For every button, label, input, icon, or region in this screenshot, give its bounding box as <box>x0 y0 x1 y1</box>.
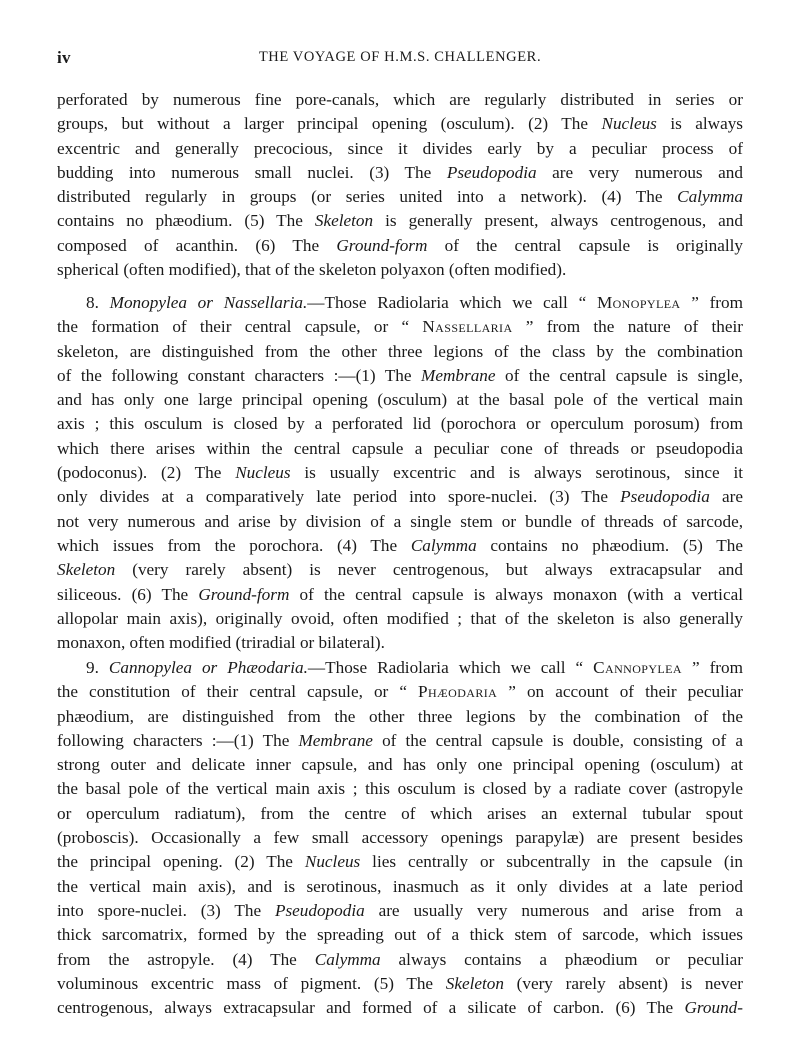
text-line <box>57 137 743 161</box>
text-line <box>57 802 743 826</box>
text-run: the vertical main axis), and is serotinous, inasmuch as it only divides at a late period <box>57 876 743 896</box>
text-line <box>57 972 743 996</box>
text-line <box>57 437 743 461</box>
text-run: is always <box>656 114 743 134</box>
text-run: skeleton, are distinguished from the other three legions of the class by the combination <box>57 341 743 361</box>
text-run: is generally present, always centrogenous, and <box>373 211 743 231</box>
italic-term: Monopylea or Nassellaria. <box>109 293 308 312</box>
small-caps-term: Nassellaria <box>422 317 513 337</box>
text-line <box>57 364 743 388</box>
text-run: monaxon, often modified (triradial or bilateral). <box>57 633 385 653</box>
text-line <box>57 185 743 209</box>
text-line <box>57 340 743 364</box>
text-run: budding into numerous small nuclei. (3) The <box>57 162 447 182</box>
text-line <box>57 899 743 923</box>
text-line <box>57 680 743 704</box>
text-run: axis ; this osculum is closed by a perforated lid (porochora or operculum porosum) from <box>57 414 743 434</box>
text-line <box>57 534 743 558</box>
italic-term: Calymma <box>314 949 381 969</box>
text-line <box>57 607 743 631</box>
text-run: (very rarely absent) is never centrogenous, but always extracapsular and <box>115 560 743 580</box>
text-run: only divides at a comparatively late period into spore-nuclei. (3) The <box>57 487 621 507</box>
text-line <box>57 583 743 607</box>
text-line <box>57 234 743 258</box>
text-line <box>57 777 743 801</box>
italic-term: Calymma <box>410 535 477 555</box>
text-run: of the central capsule is always monaxon (with a vertical <box>289 584 743 604</box>
page-number: iv <box>57 48 71 67</box>
small-caps-term: Phæodaria <box>418 682 498 702</box>
text-run: phæodium, are distinguished from the other three legions by the combination of the <box>57 706 743 726</box>
text-run: contains no phæodium. (5) The <box>476 535 743 555</box>
text-line <box>57 558 743 582</box>
italic-term: Pseudopodia <box>274 900 365 920</box>
text-run: is usually excentric and is always serotinous, since it <box>290 463 743 483</box>
text-run: groups, but without a larger principal opening (osculum). (2) The <box>57 114 602 134</box>
text-line <box>57 705 743 729</box>
italic-term: Pseudopodia <box>620 487 710 507</box>
running-head <box>57 48 743 72</box>
text-run: which issues from the porochora. (4) The <box>57 535 411 555</box>
italic-term: Nucleus <box>235 463 291 483</box>
text-line <box>57 412 743 436</box>
text-run: lies centrally or subcentrally in the capsule (in <box>360 852 743 872</box>
small-caps-term: Monopylea <box>596 293 681 312</box>
text-line <box>57 948 743 972</box>
text-run: following characters :—(1) The <box>57 730 299 750</box>
text-run: (very rarely absent) is never <box>503 973 743 993</box>
text-run: of the central capsule is originally <box>427 235 743 255</box>
italic-term: Cannopylea or Phæodaria. <box>108 658 308 677</box>
text-run: (podoconus). (2) The <box>57 463 236 483</box>
text-line <box>57 291 743 315</box>
text-run: —Those Radiolaria which we call “ <box>307 658 594 677</box>
text-run: —Those Radiolaria which we call “ <box>307 293 597 312</box>
text-run: from the astropyle. (4) The <box>57 949 315 969</box>
text-run: or operculum radiatum), from the centre of which arises an external tubular spout <box>57 803 743 823</box>
text-run: ” from the nature of their <box>512 317 744 337</box>
text-run: of the following constant characters :—(1) The <box>57 365 422 385</box>
text-run: ” on account of their peculiar <box>497 682 744 702</box>
italic-term: Skeleton <box>57 560 116 580</box>
paragraph-monopylea-nassellaria <box>57 291 743 655</box>
text-line <box>57 461 743 485</box>
text-run: the principal opening. (2) The <box>57 852 305 872</box>
text-run: the constitution of their central capsule, or “ <box>57 682 419 702</box>
text-run: into spore-nuclei. (3) The <box>57 900 275 920</box>
text-run: are <box>709 487 744 507</box>
text-run: are usually very numerous and arise from a <box>364 900 743 920</box>
text-line <box>57 161 743 185</box>
text-run: centrogenous, always extracapsular and formed of a silicate of carbon. (6) The <box>57 998 685 1018</box>
text-run: not very numerous and arise by division of a single stem or bundle of threads of sarcode, <box>57 511 743 531</box>
italic-term: Ground- <box>684 998 743 1018</box>
text-line <box>57 631 743 655</box>
text-run: of the central capsule is double, consisting of a <box>372 730 743 750</box>
paragraph-spumellaria-continued <box>57 88 743 282</box>
running-title: THE VOYAGE OF H.M.S. CHALLENGER. <box>258 49 542 65</box>
text-line <box>57 996 743 1020</box>
text-run: (proboscis). Occasionally a few small accessory openings parapylæ) are present besides <box>57 828 743 848</box>
text-run: ” from <box>680 293 743 312</box>
text-line <box>57 510 743 534</box>
text-line <box>57 485 743 509</box>
text-run: of the central capsule is single, <box>495 365 743 385</box>
text-run: excentric and generally precocious, since it divides early by a peculiar process of <box>57 138 743 158</box>
text-line <box>57 850 743 874</box>
italic-term: Ground-form <box>198 584 290 604</box>
text-run: spherical (often modified), that of the skeleton polyaxon (often modified). <box>57 260 567 280</box>
text-run: 8. <box>86 293 110 312</box>
text-run: are very numerous and <box>536 162 743 182</box>
text-run: always contains a phæodium or peculiar <box>380 949 743 969</box>
italic-term: Membrane <box>298 730 373 750</box>
italic-term: Nucleus <box>601 114 657 134</box>
text-run: and has only one large principal opening (osculum) at the basal pole of the vertical main <box>57 390 743 410</box>
text-line <box>57 209 743 233</box>
text-run: thick sarcomatrix, formed by the spreading out of a thick stem of sarcode, which issues <box>57 925 743 945</box>
italic-term: Skeleton <box>314 211 374 231</box>
text-run: which there arises within the central capsule a peculiar cone of threads or pseudopodia <box>57 438 743 458</box>
text-run: composed of acanthin. (6) The <box>57 235 337 255</box>
small-caps-term: Cannopylea <box>593 658 682 677</box>
paragraph-cannopylea-phaeodaria <box>57 656 743 1020</box>
italic-term: Membrane <box>421 365 496 385</box>
text-line <box>57 388 743 412</box>
text-run: voluminous excentric mass of pigment. (5) The <box>57 973 446 993</box>
text-line <box>57 753 743 777</box>
text-run: distributed regularly in groups (or series united into a network). (4) The <box>57 187 678 207</box>
text-line <box>57 112 743 136</box>
text-run: the basal pole of the vertical main axis ; this osculum is closed by a radiate cover (astropyle <box>57 779 743 799</box>
text-line <box>57 729 743 753</box>
text-run: siliceous. (6) The <box>57 584 199 604</box>
italic-term: Skeleton <box>445 973 504 993</box>
italic-term: Ground-form <box>336 235 428 255</box>
italic-term: Nucleus <box>304 852 361 872</box>
text-run: contains no phæodium. (5) The <box>57 211 315 231</box>
text-run: the formation of their central capsule, or “ <box>57 317 423 337</box>
italic-term: Calymma <box>677 187 743 207</box>
text-line <box>57 315 743 339</box>
text-line <box>57 826 743 850</box>
text-run: ” from <box>681 658 743 677</box>
text-run: perforated by numerous fine pore-canals, which are regularly distributed in series or <box>57 90 743 109</box>
text-line <box>57 258 743 282</box>
text-line <box>57 88 743 112</box>
text-line <box>57 875 743 899</box>
text-line <box>57 656 743 680</box>
italic-term: Pseudopodia <box>446 162 537 182</box>
text-run: 9. <box>86 658 109 677</box>
text-line <box>57 923 743 947</box>
text-run: strong outer and delicate inner capsule, and has only one principal opening (osculum) at <box>57 755 743 775</box>
text-run: allopolar main axis), originally ovoid, often modified ; that of the skeleton is also generally <box>57 608 743 628</box>
